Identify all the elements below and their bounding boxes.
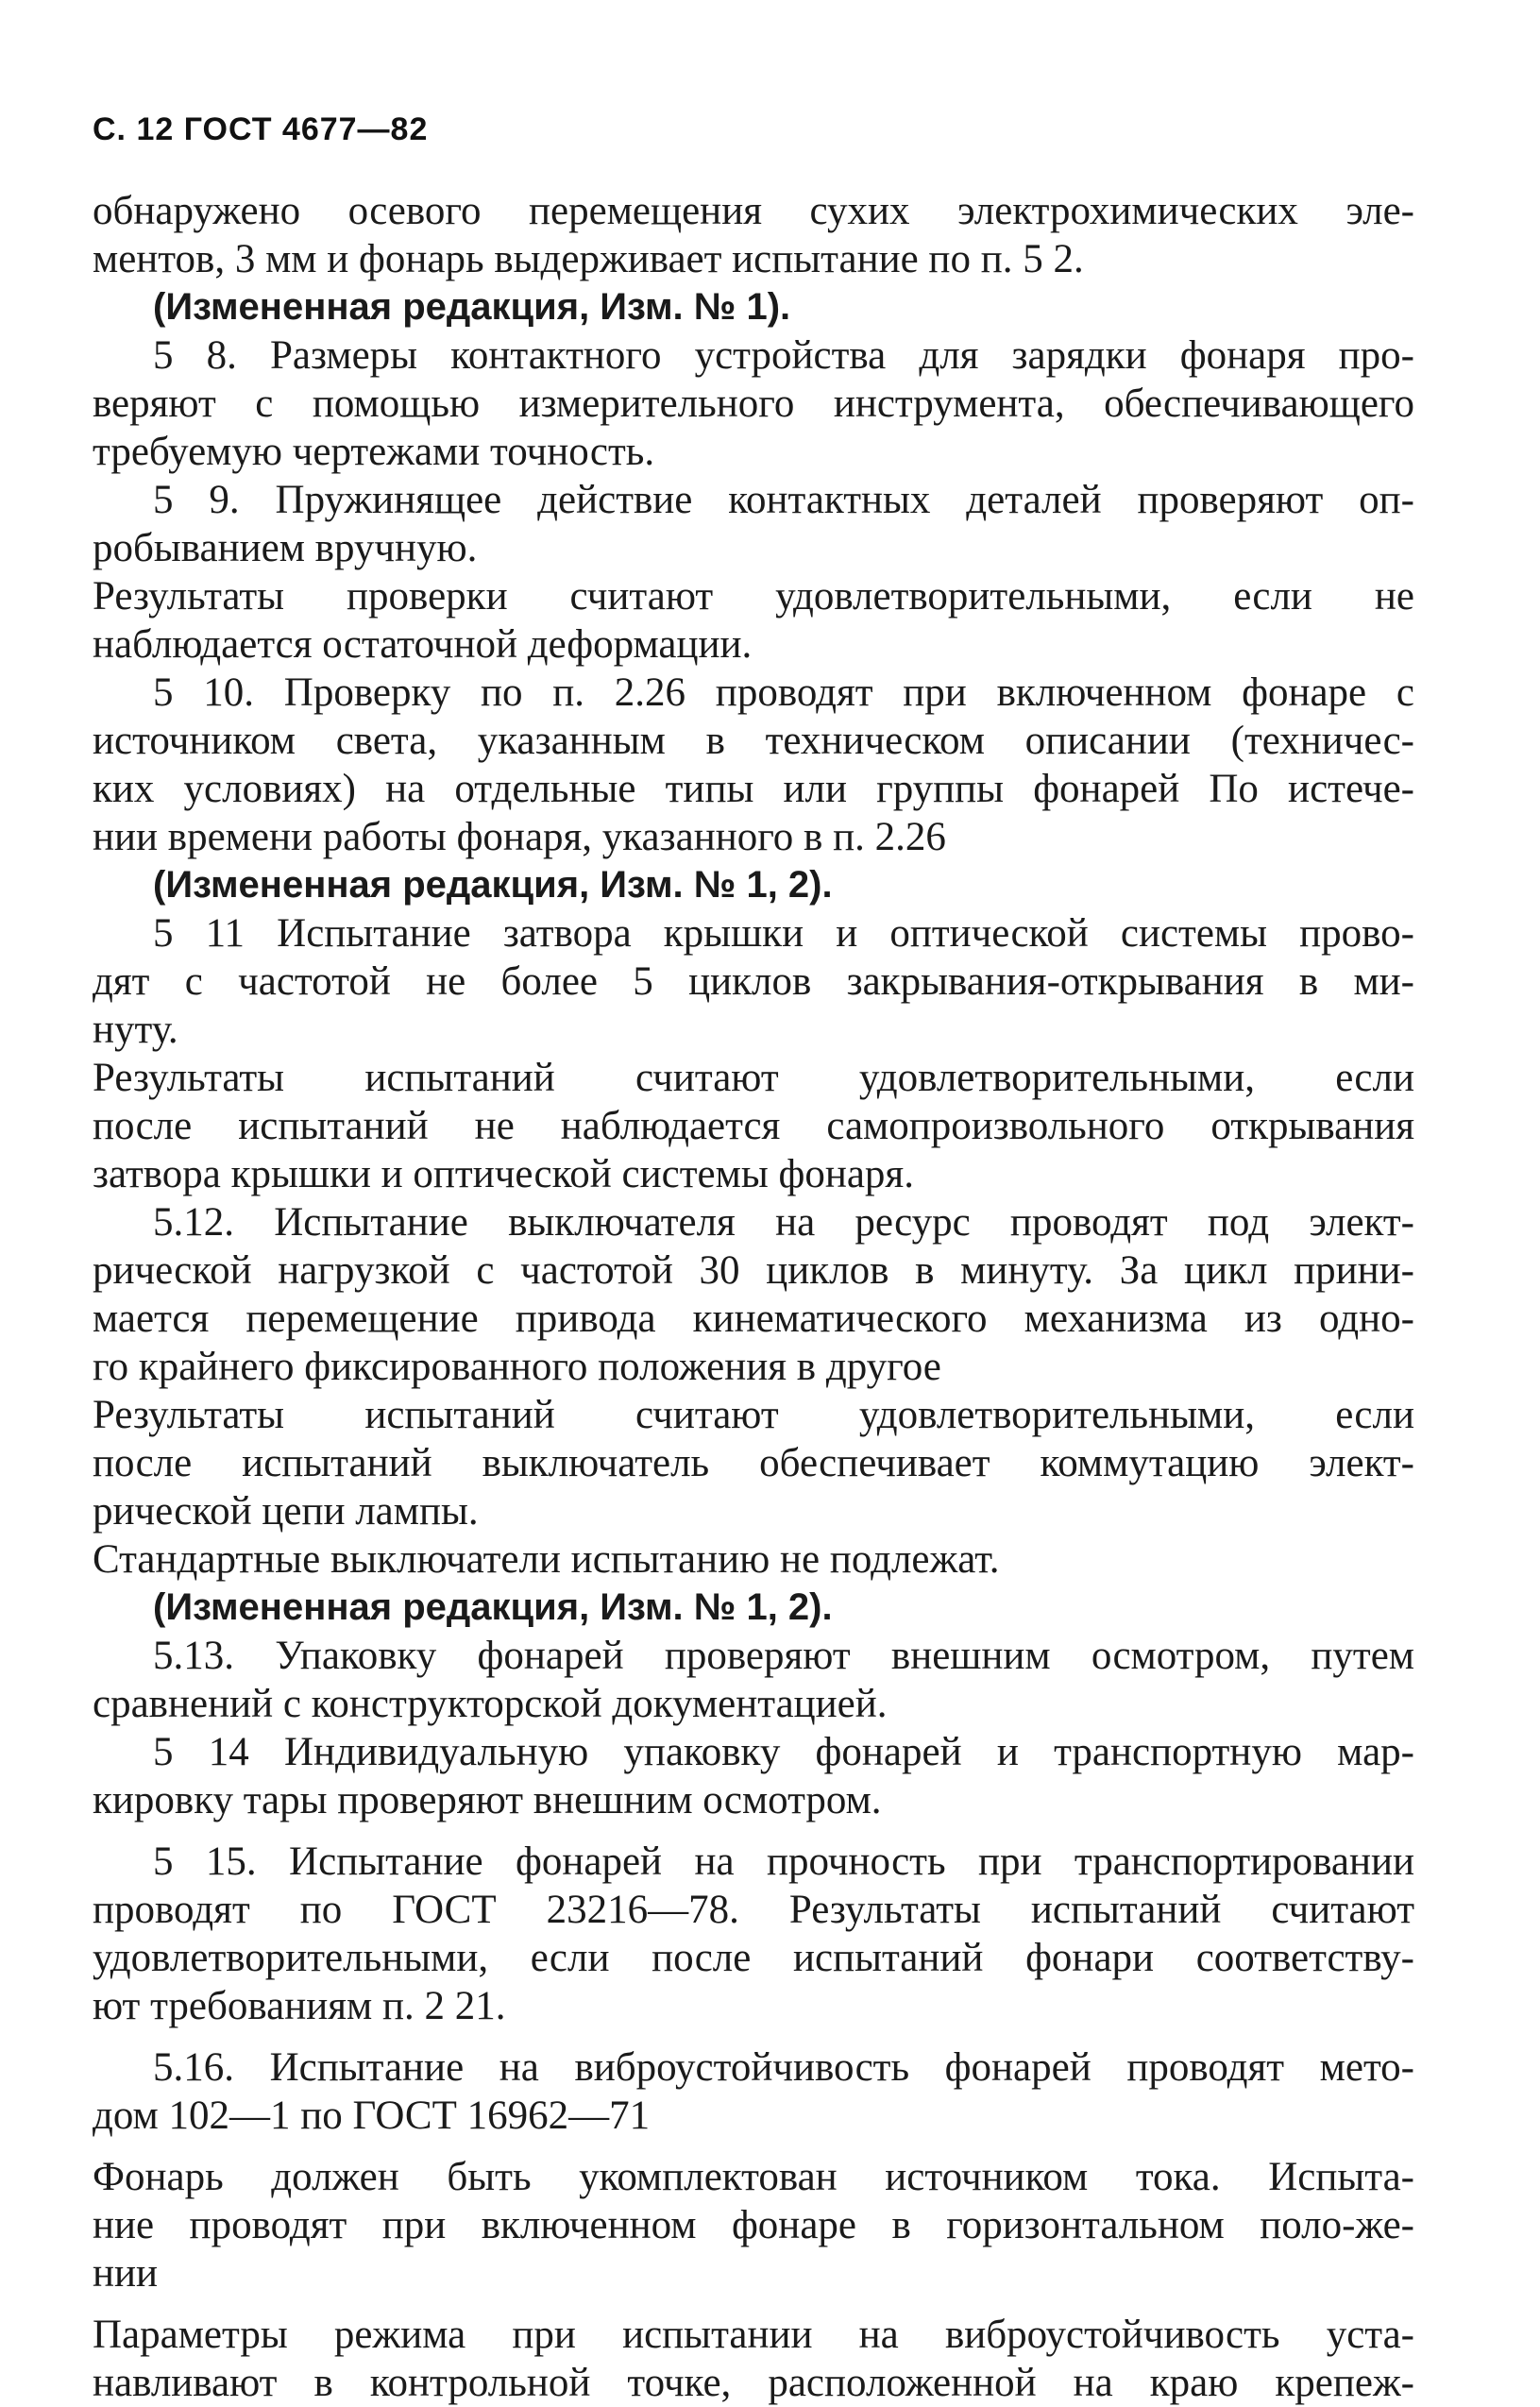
text-line: мается перемещение привода кинематического механизма из одно- [93,1297,1414,1341]
text-line: Результаты проверки считают удовлетворительными, если не [93,574,1414,619]
text-line: удовлетворительными, если после испытаний фонари соответству- [93,1936,1414,1980]
revision-note: (Измененная редакция, Изм. № 1). [153,286,791,328]
paragraph-start: 5.12. Испытание выключателя на ресурс проводят под элект- [153,1200,1414,1245]
revision-note: (Измененная редакция, Изм. № 1, 2). [153,864,833,906]
text-line: нии [93,2251,159,2296]
text-line: проводят по ГОСТ 23216—78. Результаты испытаний считают [93,1888,1414,1932]
text-line: затвора крышки и оптической системы фонаря. [93,1152,914,1196]
text-line: го крайнего фиксированного положения в другое [93,1345,941,1389]
text-line: после испытаний выключатель обеспечивает коммутацию элект- [93,1441,1414,1485]
page-body [93,187,1414,2407]
paragraph-start: 5 11 Испытание затвора крышки и оптической системы прово- [153,911,1414,956]
paragraph-start: 5 9. Пружинящее действие контактных деталей проверяют оп- [153,478,1414,522]
text-line: робыванием вручную. [93,526,478,570]
text-line: веряют с помощью измерительного инструмента, обеспечивающего [93,381,1414,426]
paragraph-start: 5.16. Испытание на виброустойчивость фонарей проводят мето- [153,2045,1414,2090]
paragraph-start: 5.13. Упаковку фонарей проверяют внешним осмотром, путем [153,1634,1414,1678]
text-line: ментов, 3 мм и фонарь выдерживает испытание по п. 5 2. [93,237,1084,281]
text-line: обнаружено осевого перемещения сухих электрохимических эле- [93,189,1414,233]
text-line: дом 102—1 по ГОСТ 16962—71 [93,2093,651,2138]
text-line: ют требованиям п. 2 21. [93,1984,506,2028]
revision-note: (Измененная редакция, Изм. № 1, 2). [153,1586,833,1628]
paragraph-start: 5 14 Индивидуальную упаковку фонарей и транспортную мар- [153,1730,1414,1774]
text-line: источником света, указанным в техническом описании (техничес- [93,719,1414,763]
text-line: дят с частотой не более 5 циклов закрывания-открывания в ми- [93,959,1414,1004]
text-line: после испытаний не наблюдается самопроизвольного открывания [93,1104,1414,1148]
text-line: требуемую чертежами точность. [93,430,655,474]
text-line: ние проводят при включенном фонаре в горизонтальном поло-же- [93,2203,1414,2247]
text-line: нуту. [93,1008,178,1052]
paragraph-start: 5 8. Размеры контактного устройства для зарядки фонаря про- [153,333,1414,378]
page-header: С. 12 ГОСТ 4677—82 [93,111,429,147]
text-line: Результаты испытаний считают удовлетворительными, если [93,1393,1414,1437]
text-line: Результаты испытаний считают удовлетворительными, если [93,1056,1414,1100]
paragraph-start: 5 10. Проверку по п. 2.26 проводят при включенном фонаре с [153,670,1414,715]
text-line: сравнений с конструкторской документацией. [93,1682,888,1726]
text-line: Параметры режима при испытании на виброустойчивость уста- [93,2313,1414,2357]
text-line: навливают в контрольной точке, расположенной на краю крепеж- [93,2361,1414,2405]
text-line: рической цепи лампы. [93,1489,479,1534]
text-line: наблюдается остаточной деформации. [93,622,753,667]
text-line: нии времени работы фонаря, указанного в п. 2.26 [93,815,946,859]
paragraph-start: 5 15. Испытание фонарей на прочность при транспортировании [153,1839,1414,1884]
text-line: рической нагрузкой с частотой 30 циклов в минуту. За цикл прини- [93,1248,1414,1293]
text-line: Стандартные выключатели испытанию не подлежат. [93,1537,1000,1582]
text-line: Фонарь должен быть укомплектован источником тока. Испыта- [93,2155,1414,2199]
text-line: кировку тары проверяют внешним осмотром. [93,1778,882,1822]
text-line: ких условиях) на отдельные типы или группы фонарей По истече- [93,767,1414,811]
